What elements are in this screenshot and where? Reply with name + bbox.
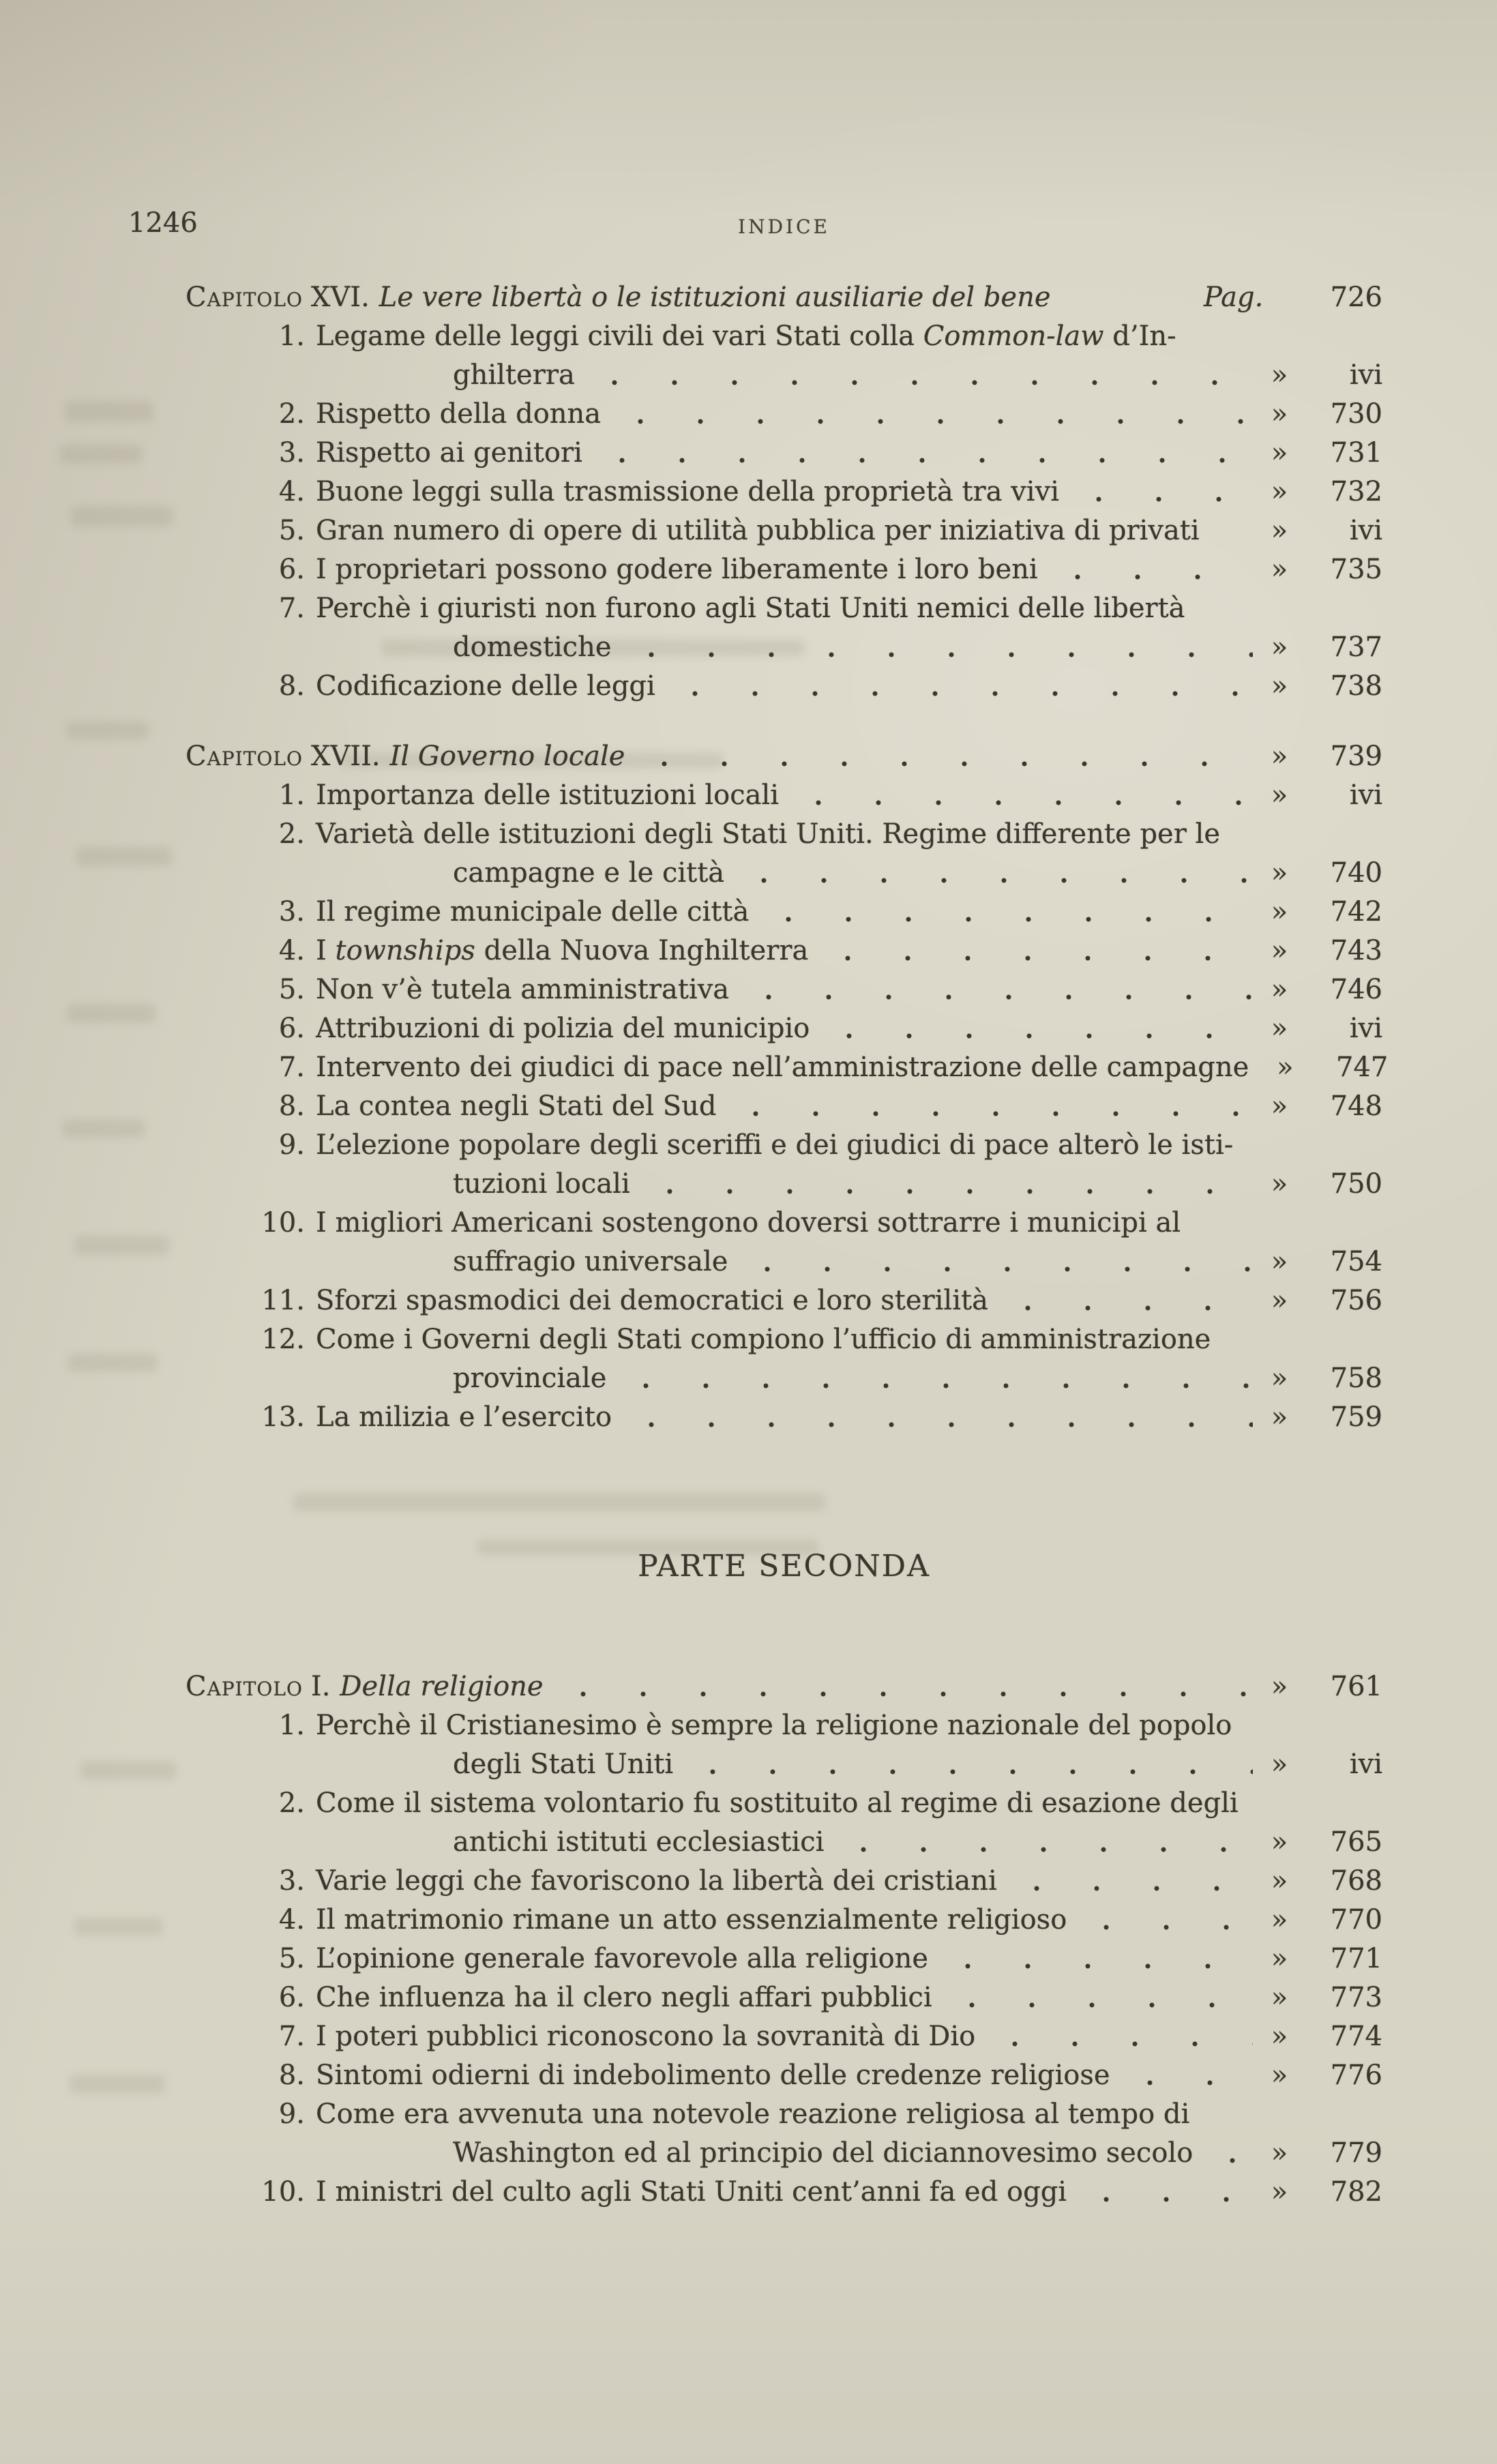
- entry-text-part: Il regime municipale delle città: [316, 896, 750, 927]
- dot-leader: [942, 1978, 1253, 2017]
- dot-leader: [1076, 1901, 1253, 1940]
- reference-marker: »: [1271, 359, 1288, 391]
- entry-text: [316, 473, 1059, 511]
- folio-page-number: 1246: [128, 207, 198, 239]
- entry-text: [379, 278, 1051, 317]
- reference-marker: »: [1271, 896, 1288, 927]
- dot-leader: [985, 2017, 1253, 2056]
- entry-text: [316, 1204, 1181, 1243]
- entry-text-part: Sforzi spasmodici dei democratici e loro sterilità: [316, 1285, 988, 1316]
- dot-leader: [1209, 511, 1253, 550]
- entry-text-part: Gran numero di opere di utilità pubblica per iniziativa di privati: [316, 515, 1200, 546]
- toc-entry-row: [186, 2173, 1382, 2212]
- reference-marker: »: [1271, 1826, 1288, 1858]
- page-number: 761: [1330, 1671, 1382, 1702]
- dot-leader: [665, 667, 1253, 706]
- bleed-through-mark: [65, 401, 153, 421]
- entry-text-part: I ministri del culto agli Stati Uniti cent’anni fa ed oggi: [316, 2176, 1067, 2208]
- dot-leader: [592, 434, 1253, 473]
- entry-number: 8.: [278, 670, 305, 702]
- page-number: 731: [1330, 437, 1382, 469]
- toc-entry-row: [186, 395, 1382, 434]
- entry-text-part: della Nuova Inghilterra: [475, 935, 809, 966]
- chapter-label: Capitolo: [186, 282, 303, 313]
- reference-marker: »: [1271, 1671, 1288, 1702]
- page-number: ivi: [1349, 1013, 1382, 1044]
- entry-number: 13.: [261, 1401, 305, 1433]
- entry-text-part: campagne e le città: [453, 857, 725, 889]
- reference-marker: »: [1271, 1246, 1288, 1277]
- reference-marker: »: [1271, 1090, 1288, 1122]
- entry-text: [316, 317, 1176, 356]
- toc-entry-row: [186, 1165, 1382, 1204]
- dot-leader: [621, 628, 1253, 667]
- entry-text-part: L’opinione generale favorevole alla religione: [316, 1943, 929, 1974]
- dot-leader: [998, 1281, 1253, 1320]
- chapter-numeral: XVII.: [310, 741, 381, 772]
- entry-number: 1.: [278, 1710, 305, 1741]
- entry-text-part: d’In-: [1103, 321, 1176, 352]
- entry-text: [390, 737, 625, 776]
- reference-marker: »: [1271, 1943, 1288, 1974]
- reference-marker: »: [1271, 1285, 1288, 1316]
- page-number: 754: [1330, 1246, 1382, 1277]
- toc-entry-row: [186, 970, 1382, 1009]
- entry-text: [316, 1009, 810, 1048]
- entry-text-part: townships: [335, 935, 475, 966]
- entry-text: [316, 815, 1220, 854]
- running-head: INDICE: [738, 216, 830, 238]
- entry-text-part: Che influenza ha il clero negli affari pubblici: [316, 1982, 932, 2013]
- entry-text-part: Il Governo locale: [389, 741, 625, 772]
- page-number: 742: [1330, 896, 1382, 927]
- toc-entry-row: [186, 2095, 1382, 2134]
- reference-marker: »: [1271, 741, 1288, 772]
- reference-marker: »: [1277, 1052, 1294, 1083]
- entry-text-part: I: [316, 935, 336, 966]
- entry-text-part: I poteri pubblici riconoscono la sovranità di Dio: [316, 2021, 976, 2052]
- page-number: 726: [1330, 282, 1382, 313]
- page-number: 779: [1330, 2137, 1382, 2169]
- entry-text-part: Buone leggi sulla trasmissione della proprietà tra vivi: [316, 476, 1059, 507]
- reference-marker: »: [1271, 437, 1288, 469]
- toc-entry-row: [186, 511, 1382, 550]
- entry-text-part: Importanza delle istituzioni locali: [316, 780, 780, 811]
- bleed-through-mark: [70, 2075, 165, 2094]
- entry-text-part: Rispetto ai genitori: [316, 437, 582, 469]
- toc-entry-row: [186, 854, 1382, 893]
- toc-entry-row: [186, 815, 1382, 854]
- dot-leader: [1007, 1862, 1253, 1901]
- part-heading: PARTE SECONDA: [638, 1549, 930, 1584]
- toc-entry-row: [186, 1009, 1382, 1048]
- entry-text-part: Sintomi odierni di indebolimento delle credenze religiose: [316, 2060, 1110, 2091]
- entry-text-part: degli Stati Uniti: [453, 1749, 674, 1780]
- page-number: 747: [1335, 1052, 1389, 1083]
- entry-text: [316, 932, 808, 970]
- entry-text: [316, 589, 1185, 628]
- entry-number: 6.: [278, 1982, 305, 2013]
- dot-leader: [737, 1243, 1253, 1281]
- entry-text-part: La milizia e l’esercito: [316, 1401, 612, 1433]
- entry-text-part: Della religione: [340, 1671, 544, 1702]
- page-number: 740: [1330, 857, 1382, 889]
- entry-number: 5.: [278, 515, 305, 546]
- toc-entry-row: [186, 1204, 1382, 1243]
- dot-leader: [1061, 278, 1204, 317]
- toc-entry-row: [186, 1978, 1382, 2017]
- entry-number: 6.: [278, 1013, 305, 1044]
- reference-marker: »: [1271, 857, 1288, 889]
- entry-text: [316, 2173, 1067, 2212]
- entry-text: [186, 1165, 630, 1204]
- dot-leader: [616, 1359, 1253, 1398]
- entry-text: [316, 2095, 1189, 2134]
- entry-text-part: Perchè il Cristianesimo è sempre la religione nazionale del popolo: [316, 1710, 1232, 1741]
- toc-entry-row: [186, 628, 1382, 667]
- entry-number: 12.: [261, 1324, 305, 1355]
- entry-number: 3.: [278, 896, 305, 927]
- toc-entry-row: [186, 1940, 1382, 1978]
- entry-number: 1.: [278, 780, 305, 811]
- toc-entry-row: [186, 1359, 1382, 1398]
- dot-leader: [1076, 2173, 1253, 2212]
- toc-entry-row: [186, 1320, 1382, 1359]
- entry-number: 8.: [278, 2060, 305, 2091]
- entry-text-part: Attribuzioni di polizia del municipio: [316, 1013, 810, 1044]
- bleed-through-mark: [74, 1918, 162, 1935]
- dot-leader: [1120, 2056, 1253, 2095]
- entry-text: [316, 1126, 1233, 1165]
- page-number: 743: [1330, 935, 1382, 966]
- page-number: 737: [1330, 632, 1382, 663]
- entry-text: [316, 1784, 1239, 1823]
- page-number: 759: [1330, 1401, 1382, 1433]
- chapter-label: Capitolo: [186, 741, 303, 772]
- entry-text: [186, 1823, 824, 1862]
- entry-text: [316, 2056, 1110, 2095]
- entry-text: [186, 1359, 606, 1398]
- entry-text-part: Come era avvenuta una notevole reazione religiosa al tempo di: [316, 2098, 1190, 2130]
- dot-leader: [819, 1009, 1253, 1048]
- entry-text-part: Come i Governi degli Stati compiono l’ufficio di amministrazione: [316, 1324, 1211, 1355]
- page-number: ivi: [1349, 515, 1382, 546]
- reference-marker: »: [1271, 1363, 1288, 1394]
- page-number: 750: [1330, 1168, 1382, 1200]
- entry-text: [340, 1667, 543, 1706]
- page-number: ivi: [1349, 1749, 1382, 1780]
- reference-marker: »: [1271, 2060, 1288, 2091]
- entry-number: 4.: [278, 1904, 305, 1935]
- entry-text: [316, 1901, 1067, 1940]
- bleed-through-mark: [76, 847, 172, 866]
- toc-entry-row: [186, 1243, 1382, 1281]
- entry-text: [316, 667, 655, 706]
- toc-entry-row: [186, 1901, 1382, 1940]
- entry-text: [316, 511, 1200, 550]
- dot-leader: [758, 893, 1253, 932]
- entry-text: [316, 434, 582, 473]
- entry-text-part: Intervento dei giudici di pace nell’amministrazione delle campagne: [316, 1052, 1249, 1083]
- entry-number: 9.: [278, 1129, 305, 1161]
- entry-text-part: Rispetto della donna: [316, 398, 602, 430]
- page-number: 765: [1330, 1826, 1382, 1858]
- dot-leader: [683, 1745, 1253, 1784]
- entry-text-part: I migliori Americani sostengono doversi sottrarre i municipi al: [316, 1207, 1181, 1238]
- entry-text: [186, 628, 612, 667]
- page-number: 730: [1330, 398, 1382, 430]
- reference-marker: »: [1271, 632, 1288, 663]
- reference-marker: »: [1271, 670, 1288, 702]
- dot-leader: [610, 395, 1253, 434]
- toc-entry-row: [186, 932, 1382, 970]
- entry-text-part: Varie leggi che favoriscono la libertà dei cristiani: [316, 1865, 997, 1897]
- toc-entry-row: [186, 473, 1382, 511]
- entry-text: [316, 776, 779, 815]
- toc-entry-row: [186, 2056, 1382, 2095]
- reference-marker: »: [1271, 935, 1288, 966]
- toc-entry-row: [186, 1784, 1382, 1823]
- reference-marker: »: [1271, 1168, 1288, 1200]
- toc-entry-row: [186, 1823, 1382, 1862]
- page-number: 738: [1330, 670, 1382, 702]
- entry-text-part: antichi istituti ecclesiastici: [453, 1826, 825, 1858]
- entry-number: 7.: [278, 593, 305, 624]
- entry-text: [316, 1706, 1232, 1745]
- dot-leader: [726, 1087, 1253, 1126]
- bleed-through-mark: [71, 506, 173, 526]
- entry-number: 11.: [261, 1285, 305, 1316]
- entry-number: 7.: [278, 2021, 305, 2052]
- reference-marker: »: [1271, 1401, 1288, 1433]
- page-number: 735: [1330, 554, 1382, 585]
- page-number: 739: [1330, 741, 1382, 772]
- dot-leader: [739, 970, 1253, 1009]
- entry-text-part: Washington ed al principio del diciannovesimo secolo: [453, 2137, 1194, 2169]
- dot-leader: [833, 1823, 1253, 1862]
- entry-number: 1.: [278, 321, 305, 352]
- reference-marker: »: [1271, 1013, 1288, 1044]
- chapter-numeral: I.: [310, 1671, 331, 1702]
- entry-number: 9.: [278, 2098, 305, 2130]
- dot-leader: [1202, 2134, 1253, 2173]
- bleed-through-mark: [67, 1004, 155, 1023]
- chapter-label: Capitolo: [186, 1671, 303, 1702]
- toc-entry-row: [186, 317, 1382, 356]
- entry-number: 7.: [278, 1052, 305, 1083]
- page-number: 758: [1330, 1363, 1382, 1394]
- reference-marker: »: [1271, 398, 1288, 430]
- entry-text: [316, 970, 729, 1009]
- reference-marker: »: [1271, 974, 1288, 1005]
- entry-text-part: suffragio universale: [453, 1246, 728, 1277]
- reference-marker: »: [1271, 1982, 1288, 2013]
- bleed-through-mark: [60, 445, 142, 464]
- toc-entry-row: [186, 667, 1382, 706]
- entry-number: 4.: [278, 935, 305, 966]
- toc-entry-row: [186, 356, 1382, 395]
- entry-text-part: Le vere libertà o le istituzioni ausiliarie del bene: [379, 282, 1051, 313]
- toc-entry-row: [186, 2134, 1382, 2173]
- entry-text: [316, 1281, 988, 1320]
- page-number: 756: [1330, 1285, 1382, 1316]
- bleed-through-mark: [68, 1354, 157, 1371]
- entry-text-part: provinciale: [453, 1363, 607, 1394]
- entry-text-part: Come il sistema volontario fu sostituito al regime di esazione degli: [316, 1787, 1239, 1819]
- dot-leader: [584, 356, 1253, 395]
- bleed-through-mark: [74, 1236, 169, 1255]
- toc-entry-row: [186, 2017, 1382, 2056]
- dot-leader: [818, 932, 1253, 970]
- entry-text-part: ghilterra: [453, 359, 575, 391]
- entry-text-part: Il matrimonio rimane un atto essenzialmente religioso: [316, 1904, 1067, 1935]
- reference-marker: »: [1271, 2021, 1288, 2052]
- toc-entry-row: [186, 1126, 1382, 1165]
- page-number: 774: [1330, 2021, 1382, 2052]
- entry-text: [186, 1745, 673, 1784]
- entry-text: [186, 2134, 1193, 2173]
- bleed-through-mark: [80, 1761, 176, 1780]
- toc-entry-row: [186, 893, 1382, 932]
- toc-entry-row: [186, 550, 1382, 589]
- dot-leader: [634, 737, 1253, 776]
- page-number: 770: [1330, 1904, 1382, 1935]
- entry-text-part: Perchè i giuristi non furono agli Stati Uniti nemici delle libertà: [316, 593, 1185, 624]
- entry-text: [186, 1243, 728, 1281]
- entry-text: [186, 854, 724, 893]
- reference-marker: »: [1271, 2176, 1288, 2208]
- entry-text-part: domestiche: [453, 632, 612, 663]
- reference-marker: »: [1271, 1865, 1288, 1897]
- page-number: 771: [1330, 1943, 1382, 1974]
- page-number: 768: [1330, 1865, 1382, 1897]
- entry-number: 10.: [261, 2176, 305, 2208]
- entry-number: 2.: [278, 398, 305, 430]
- toc-entry-row: [186, 1745, 1382, 1784]
- entry-text-part: Non v’è tutela amministrativa: [316, 974, 730, 1005]
- dot-leader: [1048, 550, 1253, 589]
- dot-leader: [640, 1165, 1253, 1204]
- reference-marker: »: [1271, 515, 1288, 546]
- chapter-numeral: XVI.: [310, 282, 370, 313]
- entry-text: [186, 356, 575, 395]
- entry-text: [316, 1398, 612, 1437]
- chapter-row: [186, 278, 1382, 317]
- entry-number: 5.: [278, 1943, 305, 1974]
- reference-marker: »: [1271, 554, 1288, 585]
- dot-leader: [1069, 473, 1253, 511]
- entry-number: 3.: [278, 1865, 305, 1897]
- entry-number: 2.: [278, 818, 305, 850]
- chapter-row: [186, 737, 1382, 776]
- dot-leader: [938, 1940, 1253, 1978]
- dot-leader: [788, 776, 1253, 815]
- page-number: ivi: [1349, 359, 1382, 391]
- chapter-row: [186, 1667, 1382, 1706]
- page-number: 776: [1330, 2060, 1382, 2091]
- toc-entry-row: [186, 1398, 1382, 1437]
- entry-text: [316, 893, 749, 932]
- page-number: ivi: [1349, 780, 1382, 811]
- entry-text-part: La contea negli Stati del Sud: [316, 1090, 717, 1122]
- toc-entry-row: [186, 1087, 1382, 1126]
- toc-entry-row: [186, 1862, 1382, 1901]
- reference-marker: »: [1271, 1749, 1288, 1780]
- page-number: 773: [1330, 1982, 1382, 2013]
- reference-marker: »: [1271, 780, 1288, 811]
- entry-text: [316, 1862, 997, 1901]
- reference-marker: »: [1271, 476, 1288, 507]
- entry-text: [316, 1087, 716, 1126]
- toc-entry-row: [186, 1048, 1389, 1087]
- entry-text-part: Common-law: [923, 321, 1104, 352]
- entry-text: [316, 1320, 1211, 1359]
- entry-text: [316, 1940, 928, 1978]
- toc-entry-row: [186, 1706, 1382, 1745]
- toc-entry-row: [186, 589, 1382, 628]
- dot-leader: [734, 854, 1253, 893]
- bleed-through-mark: [67, 722, 149, 739]
- dot-leader: [553, 1667, 1253, 1706]
- bleed-through-mark: [63, 1120, 145, 1138]
- entry-number: 10.: [261, 1207, 305, 1238]
- entry-text: [316, 395, 601, 434]
- table-of-contents: [186, 278, 1389, 2212]
- entry-text: [316, 1978, 932, 2017]
- entry-text-part: Legame delle leggi civili dei vari Stati colla: [316, 321, 923, 352]
- toc-entry-row: [186, 1281, 1382, 1320]
- page-number: 732: [1330, 476, 1382, 507]
- entry-text-part: tuzioni locali: [453, 1168, 630, 1200]
- entry-text: [316, 550, 1038, 589]
- reference-marker: »: [1271, 1904, 1288, 1935]
- entry-text-part: I proprietari possono godere liberamente i loro beni: [316, 554, 1038, 585]
- toc-entry-row: [186, 776, 1382, 815]
- entry-text: [316, 2017, 975, 2056]
- reference-marker: »: [1271, 2137, 1288, 2169]
- entry-number: 8.: [278, 1090, 305, 1122]
- entry-number: 5.: [278, 974, 305, 1005]
- toc-entry-row: [186, 434, 1382, 473]
- entry-number: 2.: [278, 1787, 305, 1819]
- reference-marker: Pag.: [1204, 282, 1264, 313]
- page-number: 748: [1330, 1090, 1382, 1122]
- entry-text-part: Codificazione delle leggi: [316, 670, 655, 702]
- page-number: 782: [1330, 2176, 1382, 2208]
- entry-text-part: Varietà delle istituzioni degli Stati Uniti. Regime differente per le: [316, 818, 1221, 850]
- entry-number: 6.: [278, 554, 305, 585]
- entry-number: 4.: [278, 476, 305, 507]
- dot-leader: [621, 1398, 1253, 1437]
- page-number: 746: [1330, 974, 1382, 1005]
- entry-text: [316, 1048, 1249, 1087]
- entry-number: 3.: [278, 437, 305, 469]
- entry-text-part: L’elezione popolare degli sceriffi e dei giudici di pace alterò le isti-: [316, 1129, 1234, 1161]
